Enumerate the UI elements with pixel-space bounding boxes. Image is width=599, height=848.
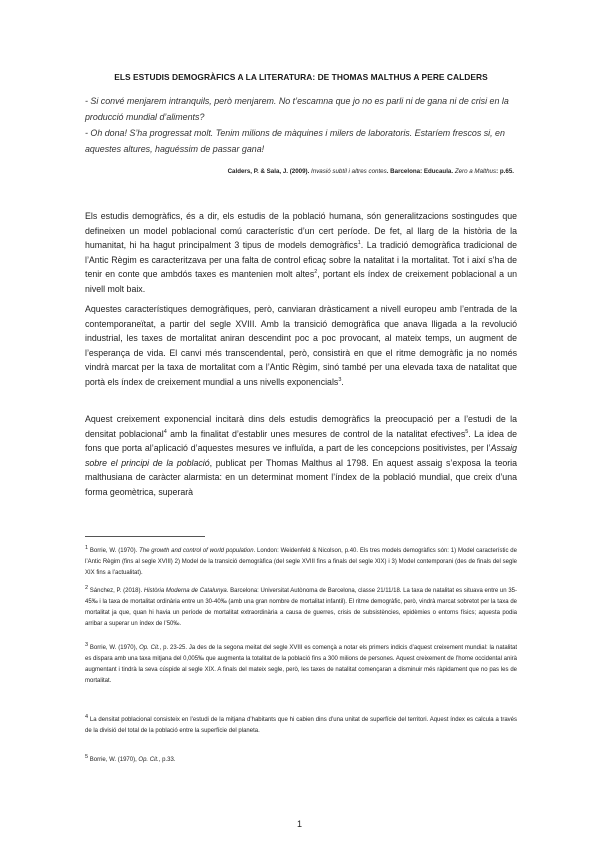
footnote-text: . London: Weidenfeld & Nicolson, p.40. Els tres models demogràfics són: 1) Model característic de l’Antic Règim (fins al segle XVIII) 2) Model de la transició demogràfica (del segle XVIII fins a finals del segle XIX) i 3) Model contemporani (des de finals del segle XIX fins a l’actualitat).: [85, 548, 517, 576]
paragraph-text: , portant els índex de creixement poblacional a un nivell molt baix.: [85, 269, 517, 294]
paragraph-text: Aquest creixement exponencial incitarà dins dels estudis demogràfics la preocupació per a l’estudi de la densitat poblacional: [85, 414, 517, 439]
footnote-italic: Op. Cit.: [139, 645, 160, 651]
footnote-text: Borrie, W. (1970).: [88, 548, 140, 554]
footnote-text: , p. 23-25. Ja des de la segona meitat del segle XVIII es començà a notar els primers indicis d’aquest creixement mundial: la natalitat es dispara amb una taxa mitjana del 0,005‰ que augmenta la totalitat de la població fins a 300 milions de persones. Aquest creixement de l’home occidental anirà augmentant i tindrà la seva cúspide al segle XIX. A finals del mateix segle, però, les taxes de natalitat començaran a disminuir més ràpidament que no pas les de mortalitat.: [85, 645, 517, 684]
footnote-text: Sánchez, P. (2018).: [88, 588, 144, 594]
paragraph-text: amb la finalitat d’establir unes mesures de control de la natalitat efectives: [166, 428, 466, 439]
footnote-number: 2: [85, 585, 89, 591]
citation-pages: : p.65.: [496, 168, 514, 175]
footnote-italic: Op. Cit.: [138, 757, 159, 763]
paragraph-text: , publicat per Thomas Malthus al 1798. En aquest assaig s’exposa la teoria malthusiana de caràcter alarmista: en un determinat moment l’índex de la població mundial, que creix d’una forma geomètrica, superarà: [85, 457, 518, 497]
footnote-italic: The growth and control of world population: [139, 548, 254, 554]
footnote-number: 1: [85, 545, 89, 551]
footnote-ref[interactable]: 2: [314, 269, 318, 276]
footnote-number: 3: [85, 642, 89, 648]
footnote-ref[interactable]: 4: [163, 428, 167, 435]
paragraph-text: .: [341, 376, 344, 387]
footnote-5: [85, 755, 517, 766]
paragraph-2: [85, 302, 517, 390]
page-number: 1: [296, 819, 302, 829]
footnote-2: [85, 586, 517, 630]
footnote-3: [85, 643, 517, 687]
epigraph-citation: [228, 168, 514, 175]
footnote-text: . Barcelona: Universitat Autònoma de Barcelona, classe 21/11/18. La taxa de natalitat es situava entre un 35-45‰ i la taxa de mortalitat ordinària entre un 30-40‰ (amb una gran nombre de mortalitat infantil). El ritme demogràfic, però, vindrà marcat sobretot per la taxa de mortalitat ja que, quan hi havia un període de mortalitat extraordinària a causa de guerres, crisis de subsistències, epidèmies o entorns físics; aquesta podia arribar a superar un índex de l’50‰.: [85, 588, 517, 627]
citation-authors: Calders, P. & Sala, J. (2009).: [227, 168, 310, 175]
book-title: Assaig sobre el principi de la població: [85, 443, 517, 468]
footnote-italic: Història Moderna de Catalunya: [143, 588, 227, 594]
footnote-text: La densitat poblacional consisteix en l’estudi de la mitjana d’habitants que hi cabien dins d’una unitat de superfície del territori. Aquest índex es calcula a través de la divisió del total de la població entre la superfície del planeta.: [85, 717, 517, 734]
footnote-ref[interactable]: 1: [357, 240, 361, 247]
footnote-4: [85, 715, 517, 737]
paragraph-text: Els estudis demogràfics, és a dir, els estudis de la població humana, són generalitzacions sostingudes que defineixen un model poblacional comú característic d’un cert període. De fet, al llarg de la història de la humanitat, hi ha hagut principalment 3 tipus de models demogràfics: [85, 211, 517, 251]
footnote-number: 5: [85, 754, 89, 760]
paragraph-text: Aquestes característiques demogràfiques, però, canviaran dràsticament a nivell europeu amb l’entrada de la contemporaneïtat, a partir del segle XVIII. Amb la transició demogràfica que anava lligada a la revolució industrial, les taxes de mortalitat aniran descendint poc a poc provocant, al mateix temps, un augment de l’esperança de vida. El canvi més transcendental, però, consistirà en que el ritme demogràfic ja no només vindrà marcat per la taxa de mortalitat com a l’Antic Règim, sinó també per una elevada taxa de natalitat que portà els índex de creixement mundial a uns nivells exponencials: [85, 304, 517, 387]
footnote-1: [85, 546, 517, 579]
footnote-text: Borrie, W. (1970),: [88, 645, 140, 651]
footnote-separator: [85, 536, 205, 537]
document-title: ELS ESTUDIS DEMOGRÀFICS A LA LITERATURA: DE THOMAS MALTHUS A PERE CALDERS: [114, 72, 488, 82]
footnote-text: , p.33.: [158, 757, 176, 763]
paragraph-text: . La idea de fons que porta al’aplicació d’aquestes mesures ve influïda, a part de les concepcions positivistes, per l’: [85, 428, 517, 454]
footnote-ref[interactable]: 3: [338, 377, 342, 384]
citation-work: Invasió subtil i altres contes: [311, 168, 387, 175]
footnote-text: Borrie, W. (1970),: [88, 757, 139, 763]
epigraph-quote-1: - Si convé menjarem intranquils, però menjarem. No t’escamna que jo no es parli ni de gana ni de crisi en la producció mundial d’aliments?: [85, 96, 509, 122]
epigraph-quote-2: - Oh dona! S’ha progressat molt. Tenim milions de màquines i milers de laboratoris. Estaríem frescos si, en aquestes altures, haguéssim de passar gana!: [85, 128, 505, 154]
citation-section: Zero a Malthus: [454, 168, 497, 175]
footnote-ref[interactable]: 5: [465, 428, 469, 435]
paragraph-3: [85, 412, 517, 500]
paragraph-text: . La tradició demogràfica tradicional de l’Antic Règim es caracteritzava per una falta de control eficaç sobre la natalitat i la mortalitat. Tot i així s’ha de tenir en conte que ambdós taxes es mantenien molt altes: [85, 240, 517, 280]
citation-publisher: . Barcelona: Educaula.: [386, 168, 454, 175]
paragraph-1: [85, 209, 517, 297]
footnote-number: 4: [85, 714, 89, 720]
